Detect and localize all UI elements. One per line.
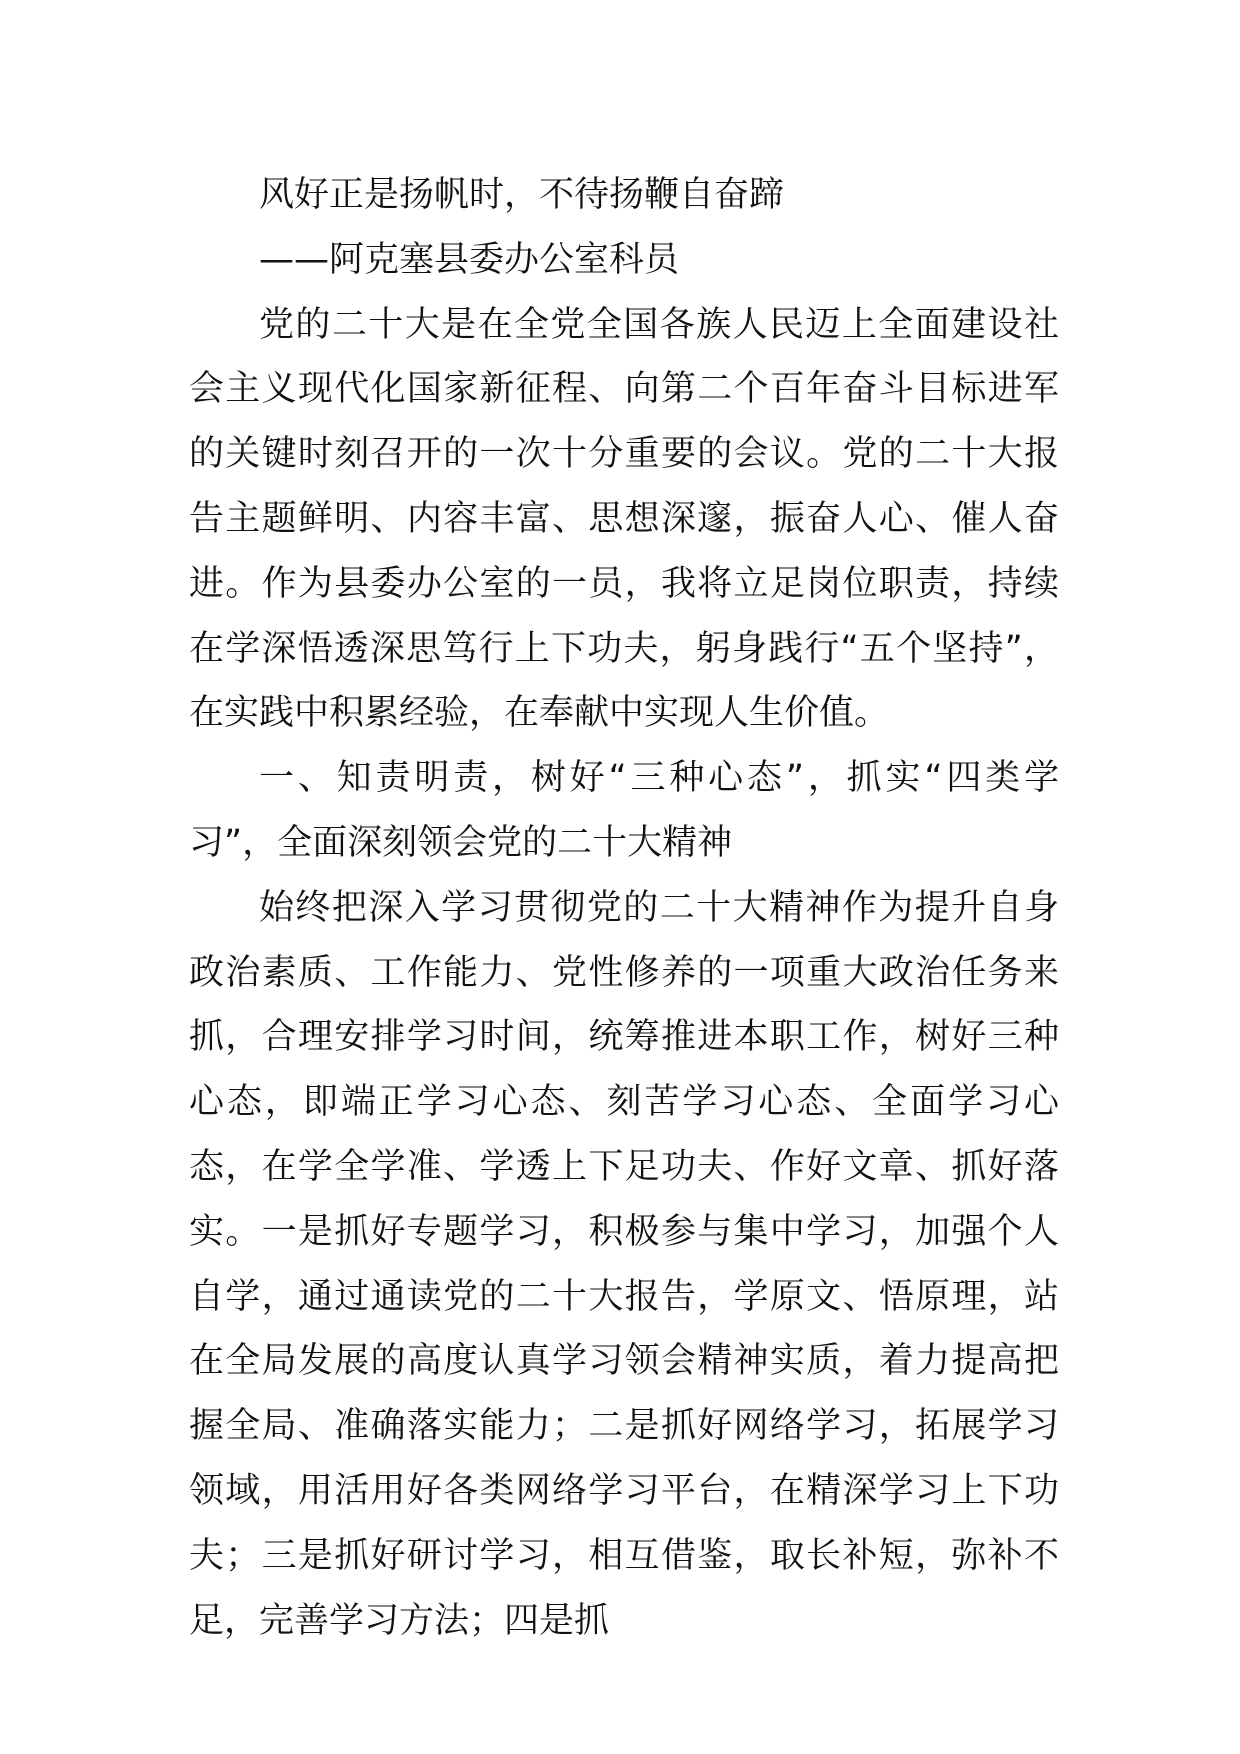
paragraph-intro: 党的二十大是在全党全国各族人民迈上全面建设社会主义现代化国家新征程、向第二个百年奋斗目标进军的关键时刻召开的一次十分重要的会议。党的二十大报告主题鲜明、内容丰富、思想深邃，振奋人心、催人奋进。作为县委办公室的一员，我将立足岗位职责，持续在学深悟透深思笃行上下功夫，躬身践行“五个坚持”，在实践中积累经验，在奉献中实现人生价值。	[189, 304, 1059, 734]
section-heading-1: 一、知责明责，树好“三种心态”，抓实“四类学习”，全面深刻领会党的二十大精神	[189, 758, 1059, 863]
document-title: 风好正是扬帆时，不待扬鞭自奋蹄	[259, 175, 785, 215]
paragraph-section-1: 始终把深入学习贯彻党的二十大精神作为提升自身政治素质、工作能力、党性修养的一项重大政治任务来抓，合理安排学习时间，统筹推进本职工作，树好三种心态，即端正学习心态、刻苦学习心态、全面学习心态，在学全学准、学透上下足功夫、作好文章、抓好落实。一是抓好专题学习，积极参与集中学习，加强个人自学，通过通读党的二十大报告，学原文、悟原理，站在全局发展的高度认真学习领会精神实质，着力提高把握全局、准确落实能力；二是抓好网络学习，拓展学习领域，用活用好各类网络学习平台，在精深学习上下功夫；三是抓好研讨学习，相互借鉴，取长补短，弥补不足，完善学习方法；四是抓	[189, 887, 1059, 1641]
document-body	[189, 163, 1059, 1653]
document-author: ——阿克塞县委办公室科员	[259, 239, 680, 280]
